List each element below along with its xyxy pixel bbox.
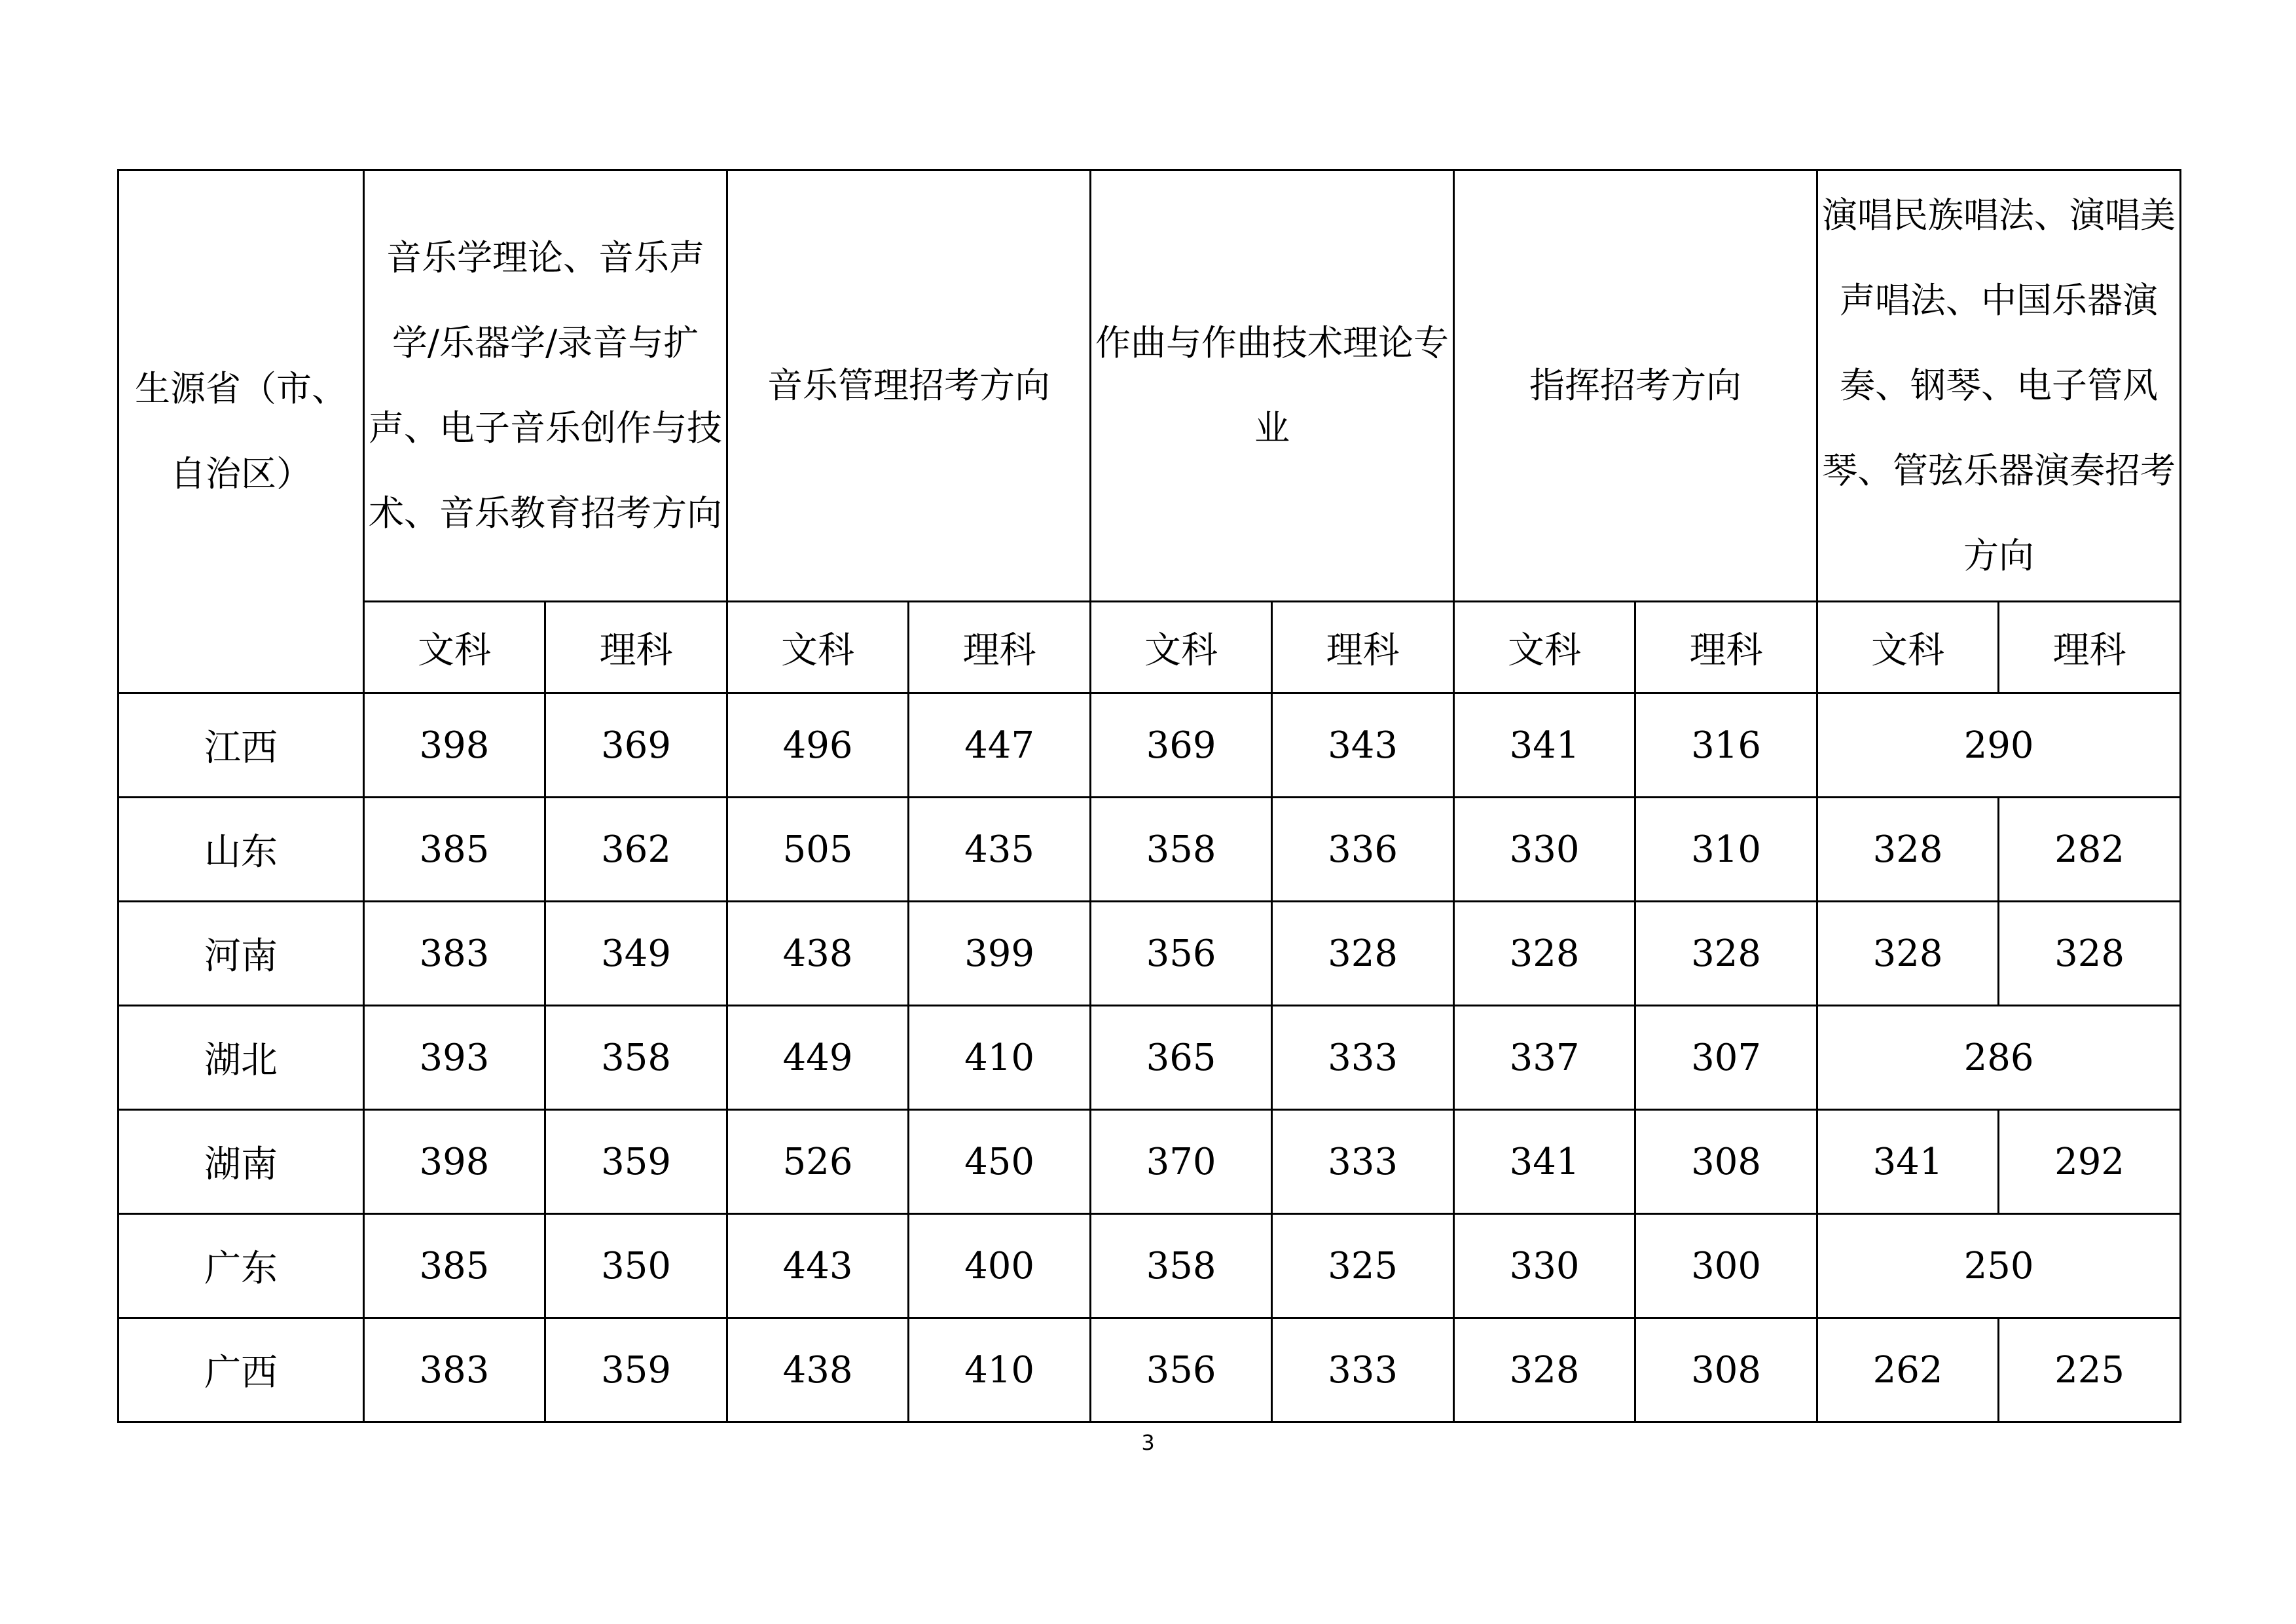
score-cell: 300 [1635, 1214, 1817, 1318]
score-cell: 365 [1091, 1006, 1272, 1110]
score-cell: 350 [545, 1214, 727, 1318]
score-cell: 308 [1635, 1110, 1817, 1214]
score-cell: 341 [1454, 693, 1635, 798]
score-cell: 356 [1091, 902, 1272, 1006]
page-number: 3 [1141, 1430, 1155, 1455]
province-cell: 广东 [118, 1214, 364, 1318]
header-row-subjects [118, 602, 2181, 693]
province-cell: 河南 [118, 902, 364, 1006]
group-header-music-management: 音乐管理招考方向 [727, 170, 1091, 602]
score-cell: 328 [1817, 798, 1999, 902]
score-cell: 328 [1454, 902, 1635, 1006]
score-cell: 349 [545, 902, 727, 1006]
score-cell: 330 [1454, 1214, 1635, 1318]
score-cell: 328 [1272, 902, 1454, 1006]
table-row [118, 1318, 2181, 1422]
province-cell: 山东 [118, 798, 364, 902]
score-cell: 316 [1635, 693, 1817, 798]
subject-header: 理科 [1635, 602, 1817, 693]
header-row-groups [118, 170, 2181, 602]
score-cell: 282 [1999, 798, 2181, 902]
subject-header: 文科 [1454, 602, 1635, 693]
score-cell: 526 [727, 1110, 909, 1214]
score-cell: 325 [1272, 1214, 1454, 1318]
score-cell: 262 [1817, 1318, 1999, 1422]
score-cell: 359 [545, 1110, 727, 1214]
score-cell: 399 [909, 902, 1091, 1006]
table-row [118, 1110, 2181, 1214]
table-row [118, 902, 2181, 1006]
score-cell: 310 [1635, 798, 1817, 902]
score-cell: 385 [364, 1214, 545, 1318]
score-cell: 359 [545, 1318, 727, 1422]
score-cell: 393 [364, 1006, 545, 1110]
score-cell: 328 [1999, 902, 2181, 1006]
score-cell-merged: 290 [1817, 693, 2181, 798]
score-cell: 370 [1091, 1110, 1272, 1214]
subject-header: 文科 [727, 602, 909, 693]
group-header-composition: 作曲与作曲技术理论专业 [1091, 170, 1454, 602]
score-cell: 385 [364, 798, 545, 902]
score-cell: 337 [1454, 1006, 1635, 1110]
corner-header-province: 生源省（市、自治区） [118, 170, 364, 693]
score-cell: 383 [364, 1318, 545, 1422]
score-cell: 343 [1272, 693, 1454, 798]
score-cell-merged: 286 [1817, 1006, 2181, 1110]
score-cell: 369 [545, 693, 727, 798]
score-cell: 328 [1454, 1318, 1635, 1422]
score-cell: 292 [1999, 1110, 2181, 1214]
score-cell: 438 [727, 902, 909, 1006]
score-cell: 308 [1635, 1318, 1817, 1422]
table-row [118, 1214, 2181, 1318]
table-header [118, 170, 2181, 693]
score-cell: 443 [727, 1214, 909, 1318]
score-cell: 400 [909, 1214, 1091, 1318]
subject-header: 理科 [1272, 602, 1454, 693]
province-cell: 江西 [118, 693, 364, 798]
score-cell: 358 [1091, 798, 1272, 902]
score-cell: 328 [1635, 902, 1817, 1006]
subject-header: 文科 [1091, 602, 1272, 693]
score-cell: 336 [1272, 798, 1454, 902]
subject-header: 理科 [909, 602, 1091, 693]
province-cell: 湖南 [118, 1110, 364, 1214]
score-cell: 383 [364, 902, 545, 1006]
score-cell: 450 [909, 1110, 1091, 1214]
score-cell: 330 [1454, 798, 1635, 902]
group-header-performance: 演唱民族唱法、演唱美声唱法、中国乐器演奏、钢琴、电子管风琴、管弦乐器演奏招考方向 [1817, 170, 2181, 602]
score-cell: 449 [727, 1006, 909, 1110]
province-cell: 湖北 [118, 1006, 364, 1110]
score-cell: 341 [1454, 1110, 1635, 1214]
score-cell: 410 [909, 1006, 1091, 1110]
table-row [118, 693, 2181, 798]
admission-score-table [117, 169, 2181, 1423]
score-cell: 435 [909, 798, 1091, 902]
score-cell: 362 [545, 798, 727, 902]
province-cell: 广西 [118, 1318, 364, 1422]
subject-header: 理科 [545, 602, 727, 693]
score-cell: 358 [1091, 1214, 1272, 1318]
score-cell: 410 [909, 1318, 1091, 1422]
score-cell: 341 [1817, 1110, 1999, 1214]
table-body [118, 693, 2181, 1422]
group-header-music-theory: 音乐学理论、音乐声学/乐器学/录音与扩声、电子音乐创作与技术、音乐教育招考方向 [364, 170, 727, 602]
score-cell: 333 [1272, 1006, 1454, 1110]
subject-header: 理科 [1999, 602, 2181, 693]
score-cell: 356 [1091, 1318, 1272, 1422]
score-cell: 398 [364, 1110, 545, 1214]
group-header-conducting: 指挥招考方向 [1454, 170, 1817, 602]
score-cell: 225 [1999, 1318, 2181, 1422]
score-cell: 496 [727, 693, 909, 798]
score-cell: 328 [1817, 902, 1999, 1006]
score-cell: 505 [727, 798, 909, 902]
table-row [118, 798, 2181, 902]
subject-header: 文科 [1817, 602, 1999, 693]
score-cell: 307 [1635, 1006, 1817, 1110]
score-cell: 358 [545, 1006, 727, 1110]
score-cell-merged: 250 [1817, 1214, 2181, 1318]
table-row [118, 1006, 2181, 1110]
score-cell: 398 [364, 693, 545, 798]
score-cell: 438 [727, 1318, 909, 1422]
score-cell: 333 [1272, 1318, 1454, 1422]
subject-header: 文科 [364, 602, 545, 693]
score-cell: 333 [1272, 1110, 1454, 1214]
score-cell: 369 [1091, 693, 1272, 798]
score-cell: 447 [909, 693, 1091, 798]
